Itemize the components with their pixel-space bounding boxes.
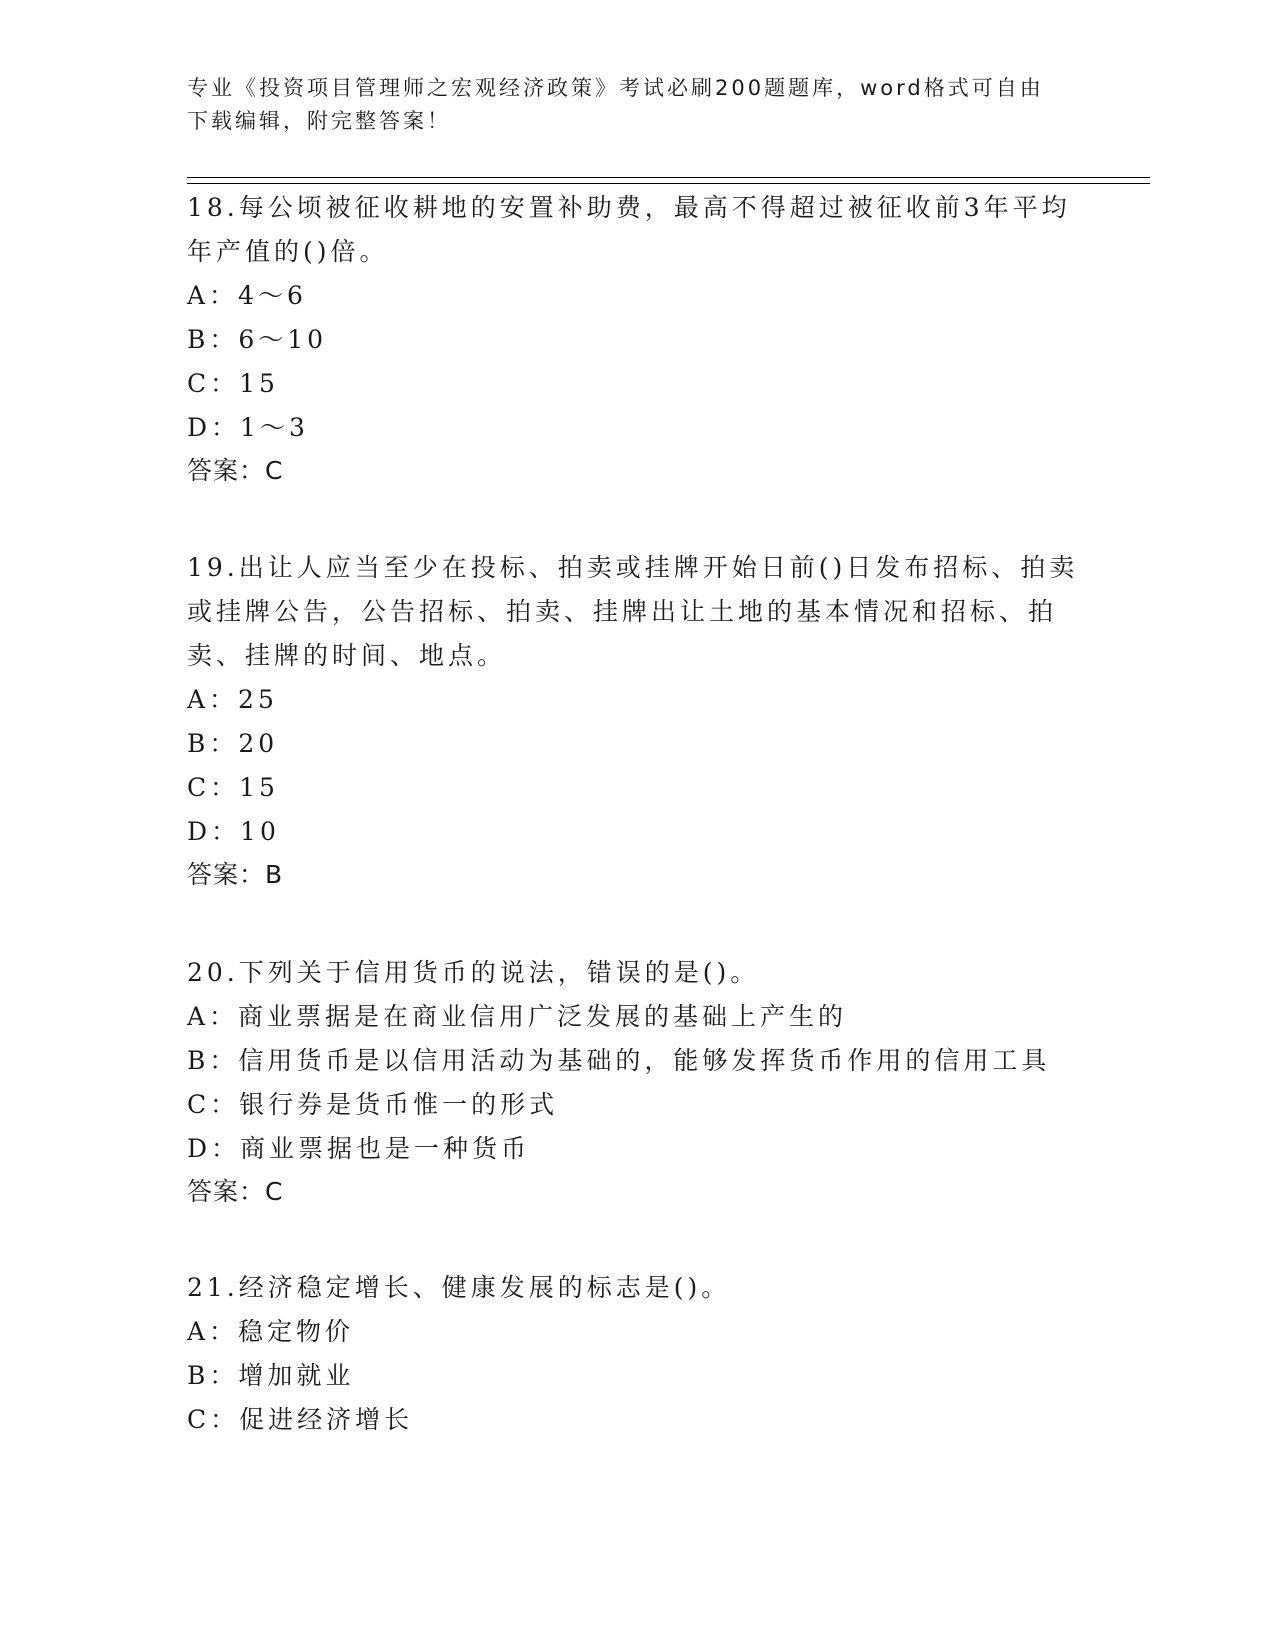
option-d: D：商业票据也是一种货币 xyxy=(187,1134,531,1163)
option-c: C：15 xyxy=(187,369,279,398)
option-c: C：银行券是货币惟一的形式 xyxy=(187,1090,559,1119)
option-d: D：1～3 xyxy=(187,413,309,442)
header-line: 下载编辑，附完整答案！ xyxy=(187,109,451,133)
option-d: D：10 xyxy=(187,817,280,846)
option-a: A：商业票据是在商业信用广泛发展的基础上产生的 xyxy=(187,1002,848,1031)
answer-text: 答案：B xyxy=(187,860,284,889)
option-a: A：稳定物价 xyxy=(187,1317,355,1346)
question-stem-line: 20.下列关于信用货币的说法，错误的是()。 xyxy=(187,958,760,987)
option-c: C：促进经济增长 xyxy=(187,1405,414,1434)
question-stem-line: 或挂牌公告，公告招标、拍卖、挂牌出让土地的基本情况和招标、拍 xyxy=(187,597,1058,626)
option-b: B：信用货币是以信用活动为基础的，能够发挥货币作用的信用工具 xyxy=(187,1046,1051,1075)
answer-text: 答案：C xyxy=(187,1177,284,1206)
header-divider xyxy=(187,177,1150,178)
question-stem-line: 18.每公顷被征收耕地的安置补助费，最高不得超过被征收前3年平均 xyxy=(187,193,1071,222)
option-b: B：20 xyxy=(187,729,279,758)
option-a: A：4～6 xyxy=(187,281,307,310)
question-stem-line: 年产值的()倍。 xyxy=(187,237,389,266)
option-c: C：15 xyxy=(187,773,279,802)
question-stem-line: 21.经济稳定增长、健康发展的标志是()。 xyxy=(187,1273,731,1302)
option-b: B：6～10 xyxy=(187,325,328,354)
option-a: A：25 xyxy=(187,685,278,714)
option-b: B：增加就业 xyxy=(187,1361,355,1390)
question-stem-line: 卖、挂牌的时间、地点。 xyxy=(187,641,507,670)
document-header xyxy=(187,72,1087,138)
answer-text: 答案：C xyxy=(187,456,284,485)
header-divider xyxy=(187,183,1150,184)
question-stem-line: 19.出让人应当至少在投标、拍卖或挂牌开始日前()日发布招标、拍卖 xyxy=(187,553,1079,582)
header-line: 专业《投资项目管理师之宏观经济政策》考试必刷200题题库，word格式可自由 xyxy=(187,76,1044,100)
